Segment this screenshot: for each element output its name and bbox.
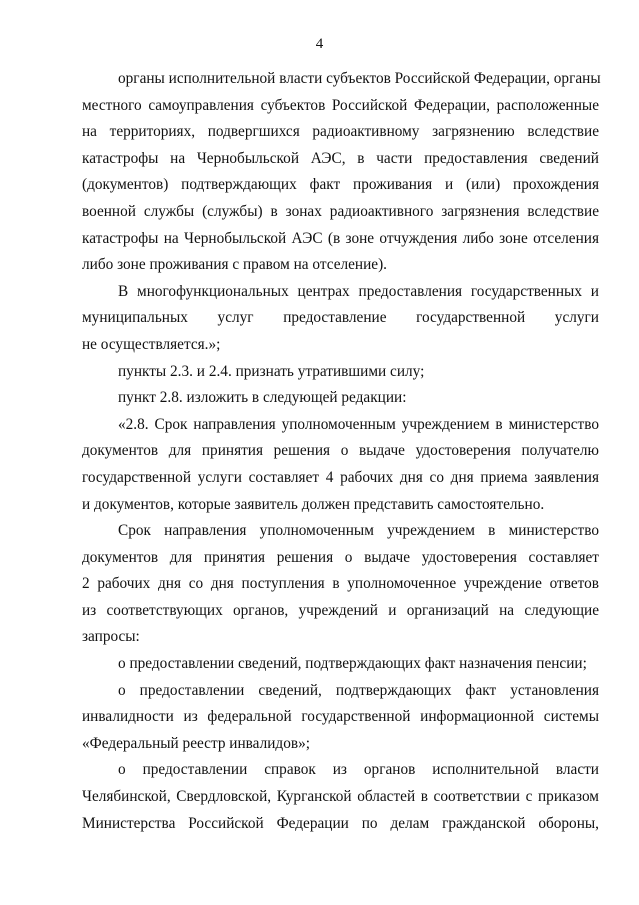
text-line: Челябинской, Свердловской, Курганской областей в соответствии с приказом bbox=[82, 788, 599, 806]
text-line: органы исполнительной власти субъектов Российской Федерации, органы bbox=[118, 70, 601, 87]
text-line: военной службы (службы) в зонах радиоактивного загрязнения вследствие bbox=[82, 202, 599, 220]
text-line: документов для принятия решения о выдаче удостоверения получателю bbox=[82, 442, 599, 460]
text-line: 2 рабочих дня со дня поступления в уполномоченное учреждение ответов bbox=[82, 575, 599, 593]
text-line: «2.8. Срок направления уполномоченным учреждением в министерство bbox=[118, 415, 599, 433]
text-line: местного самоуправления субъектов Российской Федерации, расположенные bbox=[82, 96, 599, 114]
text-line: о предоставлении сведений, подтверждающих факт установления bbox=[118, 681, 599, 699]
text-line: Срок направления уполномоченным учреждением в министерство bbox=[118, 522, 599, 540]
text-line: Министерства Российской Федерации по делам гражданской обороны, bbox=[82, 814, 599, 832]
text-line: катастрофы на Чернобыльской АЭС (в зоне отчуждения либо зоне отселения bbox=[82, 229, 599, 247]
text-line: документов для принятия решения о выдаче удостоверения составляет bbox=[82, 548, 599, 566]
text-line: из соответствующих органов, учреждений и организаций на следующие bbox=[82, 601, 599, 619]
text-line: (документов) подтверждающих факт проживания и (или) прохождения bbox=[82, 176, 599, 194]
text-line: В многофункциональных центрах предоставления государственных и bbox=[118, 282, 599, 300]
text-line: пункты 2.3. и 2.4. признать утратившими силу; bbox=[118, 362, 425, 380]
text-line: на территориях, подвергшихся радиоактивному загрязнению вследствие bbox=[82, 123, 599, 141]
text-line: либо зоне проживания с правом на отселение). bbox=[82, 256, 387, 274]
text-line: о предоставлении сведений, подтверждающих факт назначения пенсии; bbox=[118, 655, 587, 673]
text-line: «Федеральный реестр инвалидов»; bbox=[82, 734, 310, 752]
text-line: запросы: bbox=[82, 628, 140, 646]
page-number: 4 bbox=[315, 36, 324, 52]
text-line: инвалидности из федеральной государственной информационной системы bbox=[82, 708, 599, 726]
text-line: пункт 2.8. изложить в следующей редакции: bbox=[118, 389, 407, 407]
text-line: государственной услуги составляет 4 рабочих дня со дня приема заявления bbox=[82, 468, 599, 486]
text-line: и документов, которые заявитель должен представить самостоятельно. bbox=[82, 495, 545, 513]
text-line: не осуществляется.»; bbox=[82, 335, 221, 353]
text-line: о предоставлении справок из органов исполнительной власти bbox=[118, 761, 599, 779]
text-line: муниципальных услуг предоставление государственной услуги bbox=[82, 309, 599, 327]
document-body bbox=[82, 66, 599, 837]
text-line: катастрофы на Чернобыльской АЭС, в части предоставления сведений bbox=[82, 149, 599, 167]
